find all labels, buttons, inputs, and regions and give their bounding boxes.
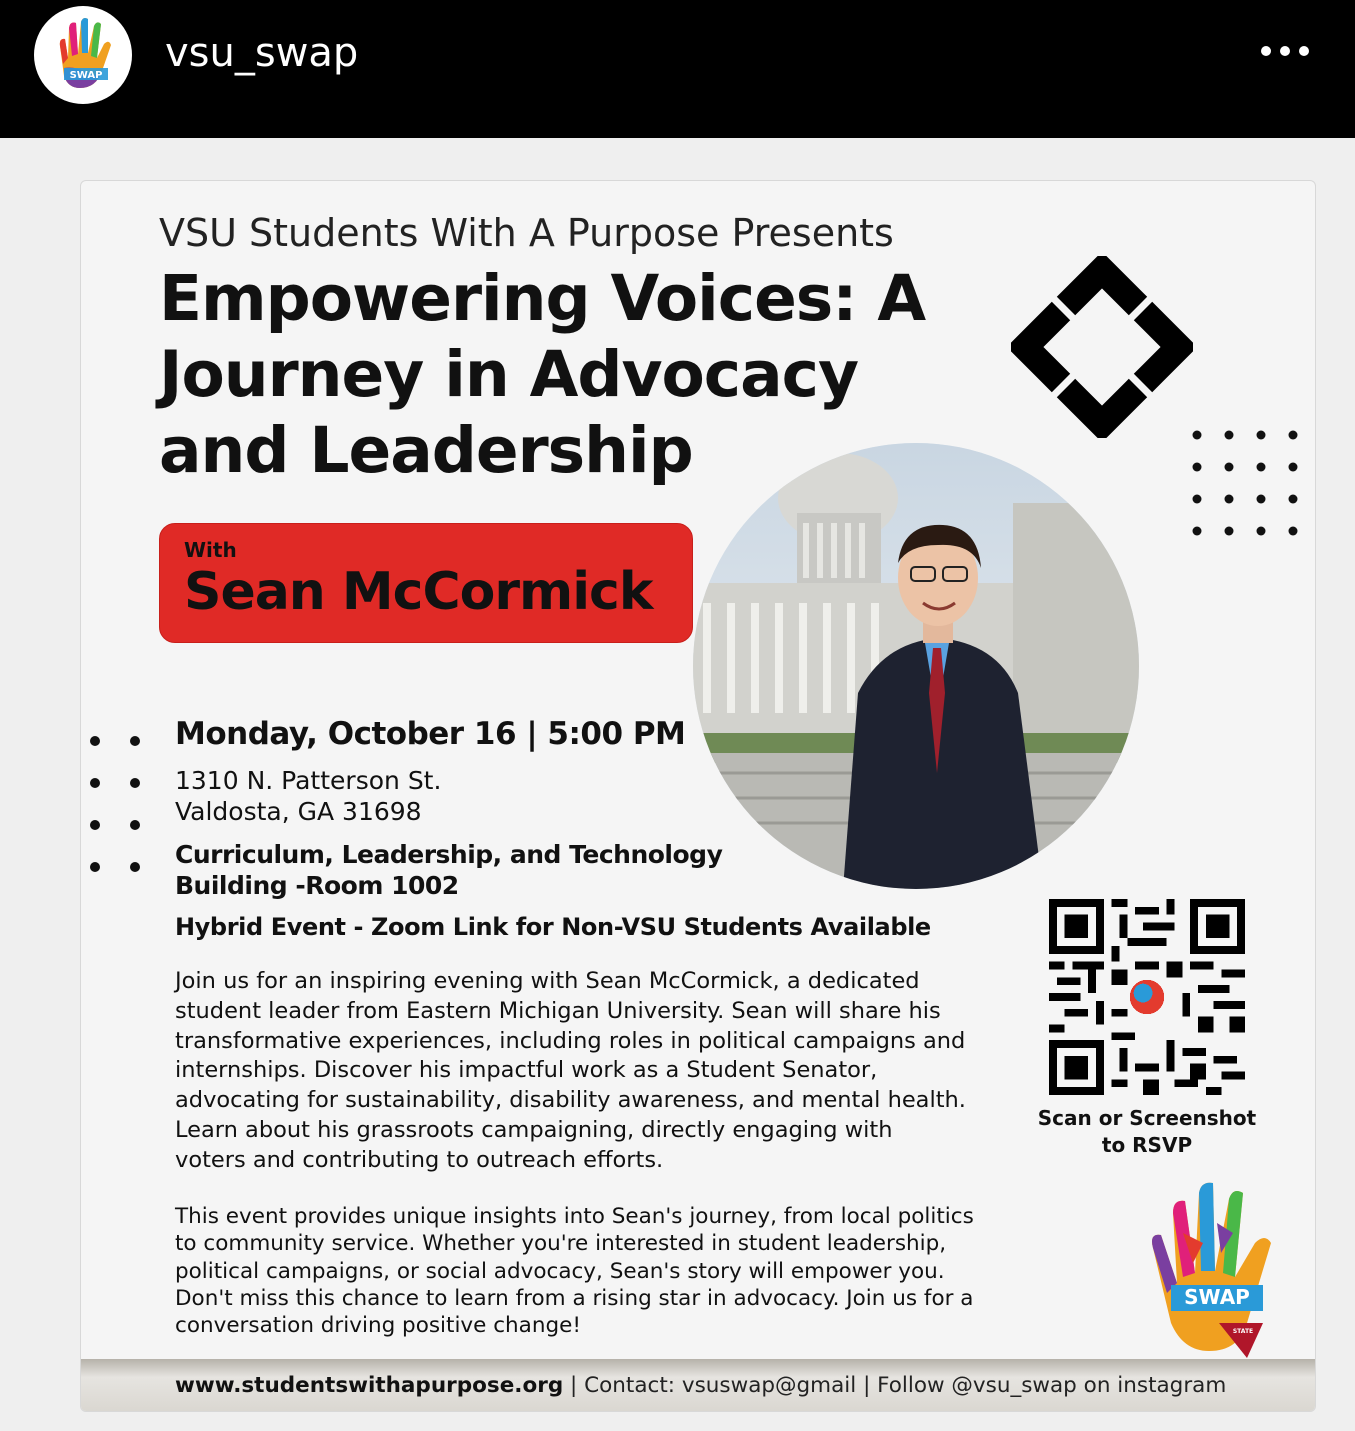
paragraph-line: advocating for sustainability, disability awareness, and mental health.: [175, 1087, 966, 1114]
speaker-name: Sean McCormick: [184, 562, 653, 622]
profile-avatar[interactable]: [34, 6, 132, 104]
side-dots-icon: [87, 733, 147, 873]
paragraph-line: to community service. Whether you're interested in student leadership,: [175, 1231, 947, 1257]
with-label: With: [184, 538, 237, 562]
paragraph-line: conversation driving positive change!: [175, 1313, 581, 1339]
post-header: [0, 0, 1355, 138]
qr-caption: [1021, 1105, 1273, 1159]
website-link[interactable]: www.studentswithapurpose.org: [175, 1373, 564, 1398]
paragraph-line: political campaigns, or social advocacy, Sean's story will empower you.: [175, 1258, 945, 1284]
contact-info: | Contact: vsuswap@gmail | Follow @vsu_swap on instagram: [563, 1373, 1227, 1398]
swap-hand-icon: [34, 6, 132, 104]
swap-logo-icon: [1143, 1173, 1283, 1363]
title-line: Journey in Advocacy: [159, 338, 859, 411]
footer-text: [175, 1373, 1226, 1398]
svg-text:SWAP: SWAP: [69, 70, 103, 81]
decorative-dots-icon: [1189, 429, 1299, 539]
poster-footer: [81, 1359, 1315, 1411]
qr-caption-line: to RSVP: [1101, 1133, 1193, 1157]
title-line: and Leadership: [159, 414, 693, 487]
address-line: Valdosta, GA 31698: [175, 797, 422, 826]
diamond-chevrons-icon: [1011, 256, 1193, 438]
username[interactable]: vsu_swap: [165, 30, 359, 76]
svg-text:SWAP: SWAP: [1184, 1285, 1250, 1309]
paragraph-line: Don't miss this chance to learn from a rising star in advocacy. Join us for a: [175, 1285, 974, 1311]
event-building: [175, 839, 722, 901]
presenter-line: VSU Students With A Purpose Presents: [159, 211, 894, 255]
rsvp-qr-code-icon[interactable]: [1049, 899, 1245, 1095]
paragraph-line: Join us for an inspiring evening with Sean McCormick, a dedicated: [175, 968, 920, 994]
insights-paragraph: [175, 1203, 995, 1339]
speaker-photo: [693, 443, 1139, 889]
address-line: 1310 N. Patterson St.: [175, 766, 442, 795]
paragraph-line: This event provides unique insights into Sean's journey, from local politics: [175, 1204, 974, 1229]
paragraph-line: voters and contributing to outreach efforts.: [175, 1146, 664, 1173]
svg-text:STATE: STATE: [1232, 1328, 1254, 1335]
paragraph-line: Learn about his grassroots campaigning, directly engaging with: [175, 1116, 893, 1143]
hybrid-note: Hybrid Event - Zoom Link for Non-VSU Students Available: [175, 913, 931, 941]
paragraph-line: transformative experiences, including roles in political campaigns and: [175, 1027, 966, 1054]
building-line: Curriculum, Leadership, and Technology: [175, 840, 723, 869]
event-poster: [80, 180, 1316, 1412]
paragraph-line: student leader from Eastern Michigan University. Sean will share his: [175, 997, 941, 1024]
event-address: [175, 765, 441, 827]
event-date-time: Monday, October 16 | 5:00 PM: [175, 716, 686, 752]
paragraph-line: internships. Discover his impactful work as a Student Senator,: [175, 1057, 878, 1084]
qr-caption-line: Scan or Screenshot: [1037, 1106, 1257, 1130]
capitol-portrait-image: [693, 443, 1139, 889]
speaker-banner: [159, 523, 693, 643]
description-paragraph: [175, 967, 995, 1176]
building-line: Building -Room 1002: [175, 871, 459, 900]
more-options-icon[interactable]: [1255, 30, 1315, 70]
title-line: Empowering Voices: A: [159, 262, 926, 335]
